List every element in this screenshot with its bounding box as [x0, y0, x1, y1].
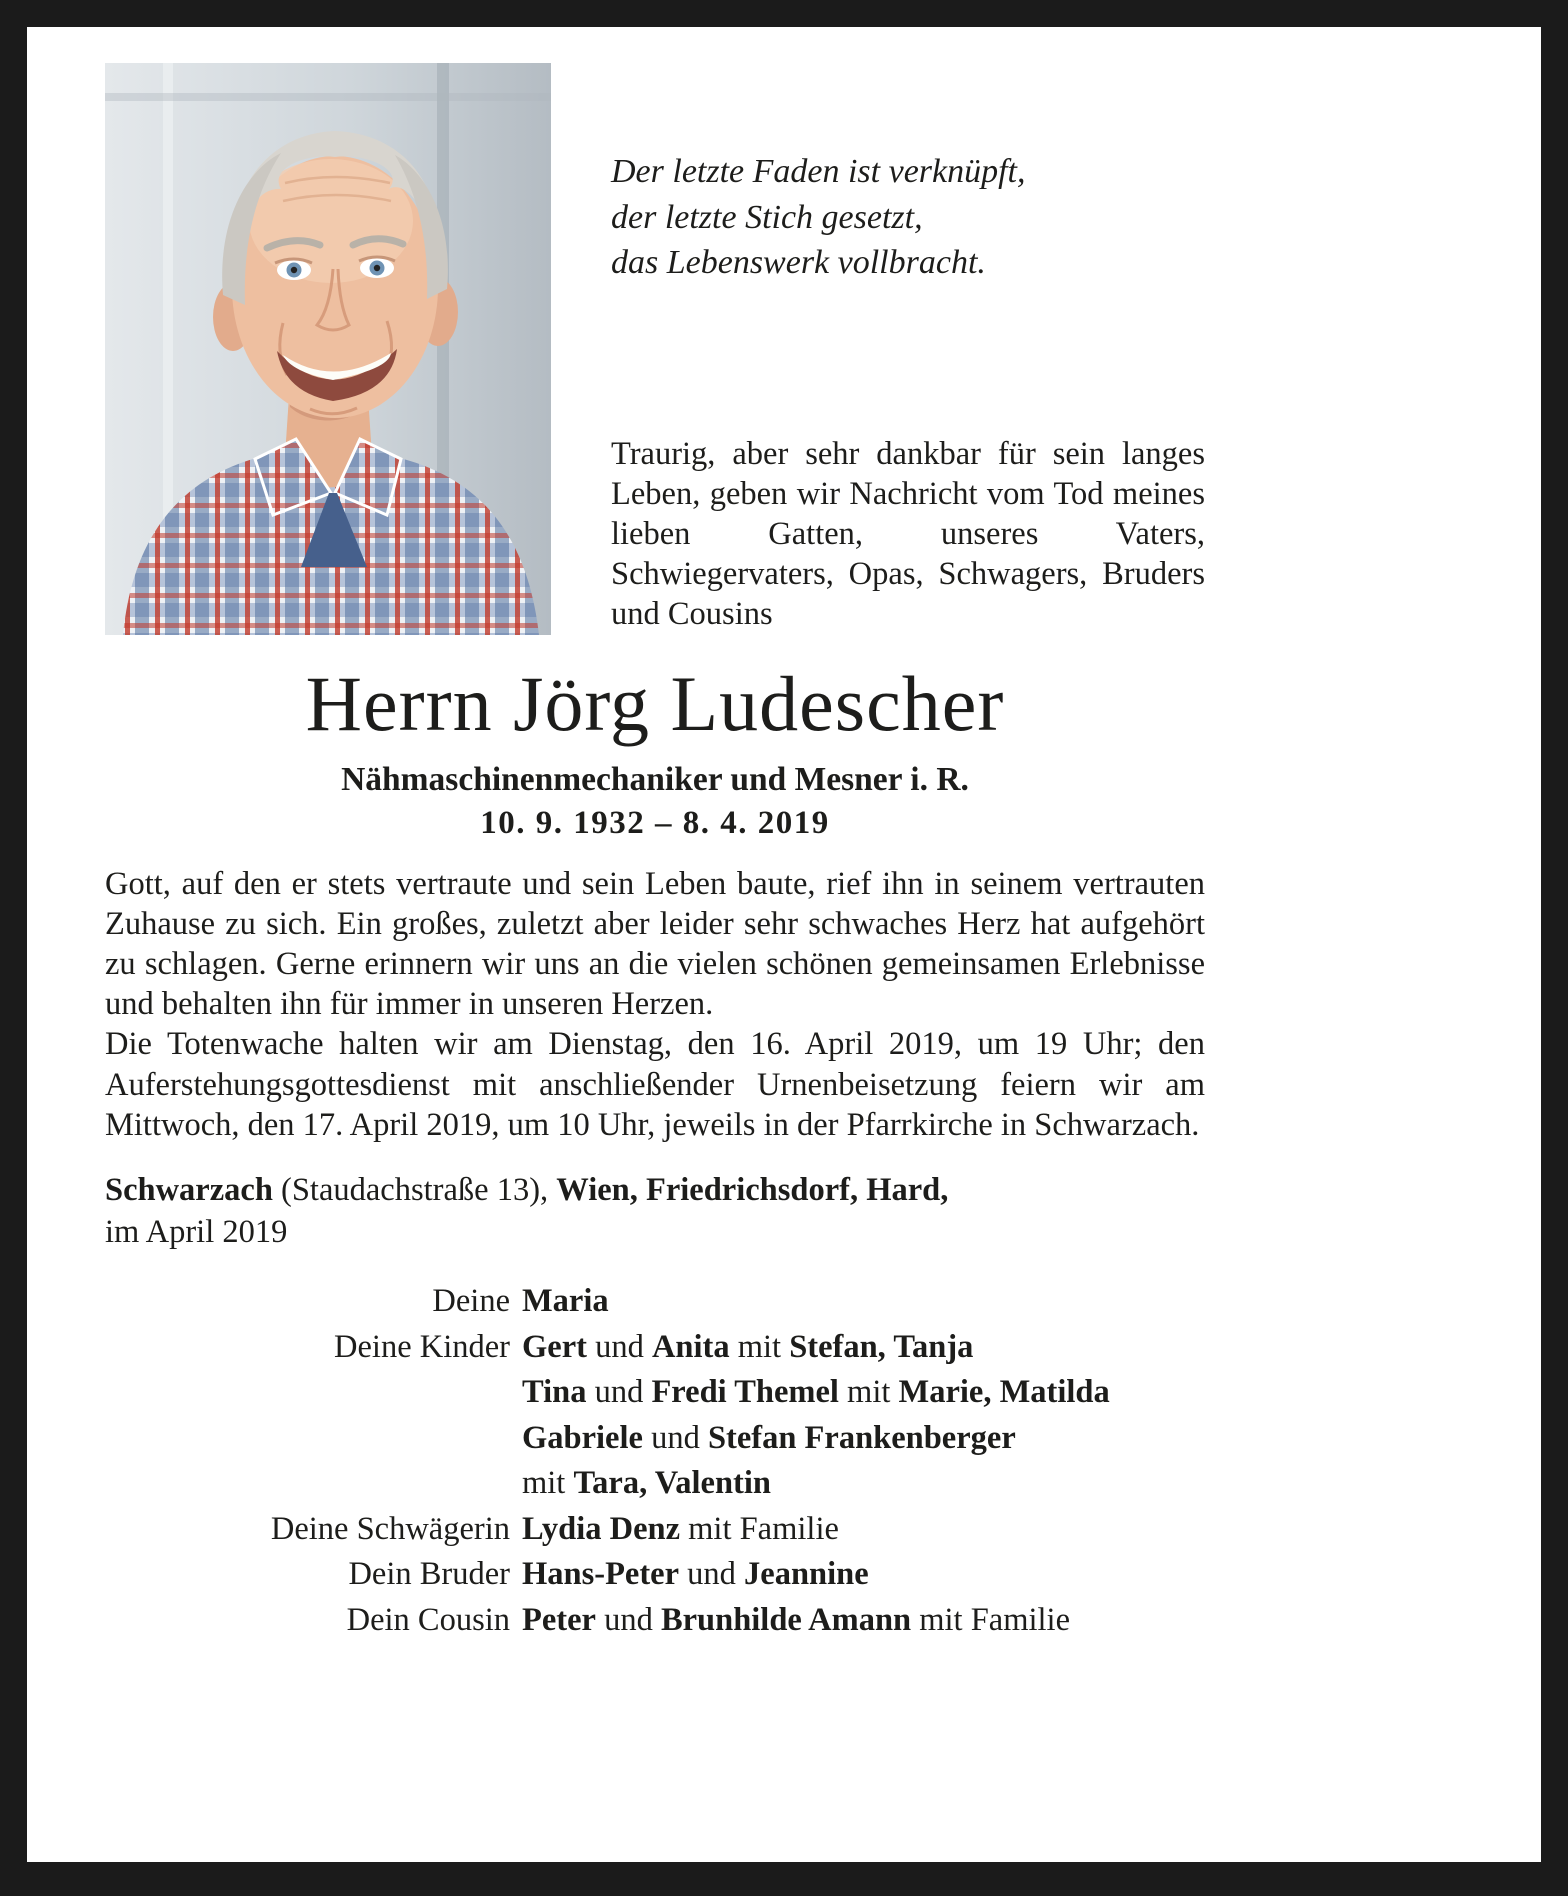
- portrait-photo: [105, 63, 551, 635]
- family-list: [105, 1279, 1205, 1643]
- family-row: [105, 1325, 1205, 1371]
- text-segment: mit Familie: [911, 1601, 1071, 1638]
- text-segment: und: [642, 1419, 708, 1456]
- top-right-column: [611, 63, 1205, 635]
- address-line-places: [105, 1169, 1205, 1211]
- family-relation-label: [105, 1461, 510, 1507]
- text-segment: mit: [729, 1328, 790, 1365]
- family-relation-label: Deine Schwägerin: [270, 1510, 510, 1547]
- text-segment: Schwarzach: [105, 1171, 273, 1208]
- family-relation-label: [105, 1416, 510, 1462]
- family-row: [105, 1279, 1205, 1325]
- body-paragraph-1: Gott, auf den er stets vertraute und sein Leben baute, rief ihn in seinem vertrauten Zuhause zu sich. Ein großes, zuletzt aber leider sehr schwaches Herz hat aufgehört zu schlagen. Gerne erinnern wir uns an die vielen schönen gemeinsamen Erlebnisse und behalten ihn für immer in unseren Herzen.: [105, 865, 1205, 1023]
- text-segment: mit: [522, 1465, 574, 1502]
- text-segment: Stefan, Tanja: [789, 1328, 974, 1365]
- family-relation-label: Deine Kinder: [334, 1328, 510, 1365]
- deceased-dates: 10. 9. 1932 – 8. 4. 2019: [480, 804, 830, 841]
- portrait-illustration: [105, 63, 551, 635]
- family-row: [105, 1507, 1205, 1553]
- obituary-content: [105, 63, 1205, 1643]
- text-segment: Peter: [522, 1601, 596, 1638]
- deceased-profession: Nähmaschinenmechaniker und Mesner i. R.: [341, 760, 969, 798]
- text-segment: Stefan Frankenberger: [707, 1419, 1016, 1456]
- family-relation-label: Deine: [432, 1283, 510, 1320]
- address-line-date: im April 2019: [105, 1214, 288, 1251]
- text-segment: Tina: [522, 1374, 587, 1411]
- text-segment: mit: [838, 1374, 899, 1411]
- epigraph-line: das Lebenswerk vollbracht.: [611, 244, 986, 282]
- family-names: [522, 1370, 1205, 1416]
- text-segment: und: [586, 1374, 652, 1411]
- obituary-page: [27, 27, 1541, 1862]
- top-section: [105, 63, 1205, 635]
- text-segment: Hans-Peter: [522, 1556, 680, 1593]
- text-segment: Lydia Denz: [522, 1510, 681, 1547]
- deceased-name: Herrn Jörg Ludescher: [305, 660, 1005, 747]
- epigraph-line: der letzte Stich gesetzt,: [611, 198, 923, 236]
- family-row: [105, 1552, 1205, 1598]
- text-segment: Gabriele: [522, 1419, 643, 1456]
- family-row: [105, 1461, 1205, 1507]
- family-row: [105, 1598, 1205, 1644]
- epigraph: [611, 149, 1205, 286]
- family-relation-label: [105, 1370, 510, 1416]
- family-names: [522, 1279, 1205, 1325]
- family-row: [105, 1370, 1205, 1416]
- text-segment: und: [595, 1601, 661, 1638]
- epigraph-line: Der letzte Faden ist verknüpft,: [611, 153, 1026, 190]
- text-segment: Anita: [651, 1328, 730, 1365]
- family-names: [522, 1325, 1205, 1371]
- address-block: [105, 1169, 1205, 1254]
- family-names: [522, 1416, 1205, 1462]
- text-segment: Tara, Valentin: [573, 1465, 771, 1502]
- text-segment: Fredi Themel: [651, 1374, 839, 1411]
- text-segment: (Staudachstraße 13),: [272, 1171, 557, 1208]
- text-segment: Maria: [522, 1283, 609, 1320]
- family-names: [522, 1598, 1205, 1644]
- text-segment: Gert: [522, 1328, 587, 1365]
- family-names: [522, 1507, 1205, 1553]
- announcement-intro: Traurig, aber sehr dankbar für sein langes Leben, geben wir Nachricht vom Tod meines lieben Gatten, unseres Vaters, Schwiegervaters, Opas, Schwagers, Bruders und Cousins: [611, 436, 1205, 633]
- family-relation-label: Dein Bruder: [348, 1556, 510, 1593]
- text-segment: und: [679, 1556, 745, 1593]
- text-segment: Marie, Matilda: [898, 1374, 1110, 1411]
- family-relation-label: Dein Cousin: [346, 1601, 510, 1638]
- text-segment: mit Familie: [680, 1510, 839, 1547]
- family-row: [105, 1416, 1205, 1462]
- text-segment: Wien, Friedrichsdorf, Hard,: [556, 1171, 949, 1208]
- family-names: [522, 1461, 1205, 1507]
- family-names: [522, 1552, 1205, 1598]
- text-segment: Brunhilde Amann: [660, 1601, 912, 1638]
- text-segment: Jeannine: [744, 1556, 869, 1593]
- text-segment: und: [586, 1328, 652, 1365]
- obituary-body: [105, 864, 1205, 1145]
- body-paragraph-2: Die Totenwache halten wir am Dienstag, den 16. April 2019, um 19 Uhr; den Auferstehungsgottesdienst mit anschließender Urnenbeisetzung feiern wir am Mittwoch, den 17. April 2019, um 10 Uhr, jeweils in der Pfarrkirche in Schwarzach.: [105, 1026, 1205, 1143]
